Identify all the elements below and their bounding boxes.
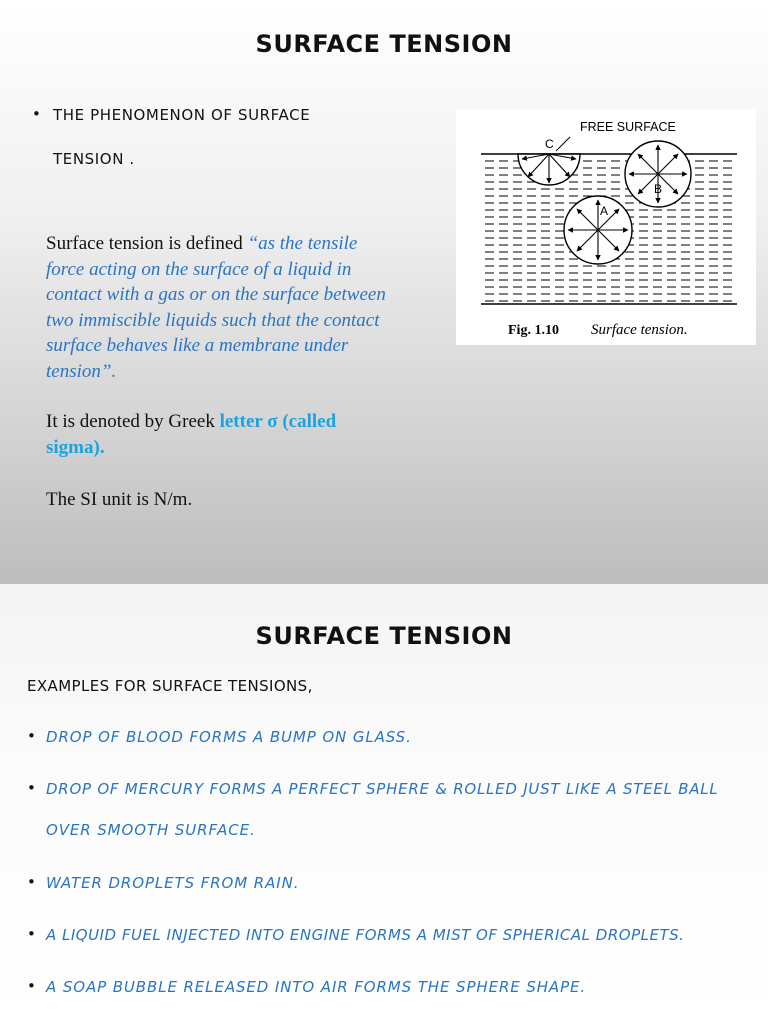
surface-tension-diagram: [456, 109, 756, 345]
figure-caption-number: Fig. 1.10: [508, 323, 559, 338]
phenomenon-bullet: THE PHENOMENON OF SURFACE: [53, 106, 311, 124]
si-unit-text: The SI unit is N/m.: [46, 489, 193, 510]
example-mercury-drop: DROP OF MERCURY FORMS A PERFECT SPHERE & ROLLED JUST LIKE A STEEL BALL: [46, 780, 719, 798]
bullet-marker: •: [27, 977, 36, 995]
denoted-line-1: [46, 409, 446, 435]
definition-paragraph: [46, 231, 446, 384]
example-mercury-drop-continued: OVER SMOOTH SURFACE.: [46, 821, 256, 839]
definition-line-3: contact with a gas or on the surface between: [46, 284, 386, 305]
definition-line-6: tension”.: [46, 360, 117, 382]
bullet-marker: •: [32, 105, 41, 123]
molecule-a-arrows: [568, 200, 628, 260]
definition-line-5: surface behaves like a membrane under: [46, 335, 349, 356]
definition-line-2: force acting on the surface of a liquid in: [46, 258, 352, 280]
label-c: C: [545, 137, 554, 151]
definition-lead: Surface tension is defined: [46, 233, 248, 254]
example-fuel-mist: A LIQUID FUEL INJECTED INTO ENGINE FORMS A MIST OF SPHERICAL DROPLETS.: [46, 926, 685, 944]
example-rain-droplets: WATER DROPLETS FROM RAIN.: [46, 874, 300, 892]
label-a: A: [600, 204, 609, 218]
denoted-lead: It is denoted by Greek: [46, 411, 220, 432]
free-surface-pointer: [556, 137, 570, 151]
definition-line-1: [46, 231, 446, 257]
slide-2-title: SURFACE TENSION: [255, 622, 513, 650]
bullet-marker: •: [27, 727, 36, 745]
definition-quote-start: “as the tensile: [247, 233, 358, 254]
sigma-highlight-1: letter σ (called: [219, 411, 337, 432]
sigma-highlight-2: sigma).: [46, 436, 105, 458]
bullet-marker: •: [27, 925, 36, 943]
free-surface-label: FREE SURFACE: [580, 120, 676, 134]
label-b: B: [654, 182, 663, 196]
phenomenon-bullet-continued: TENSION .: [53, 150, 135, 168]
bullet-marker: •: [27, 873, 36, 891]
examples-intro: EXAMPLES FOR SURFACE TENSIONS,: [27, 677, 313, 695]
surface-tension-figure: [456, 109, 756, 345]
bullet-marker: •: [27, 779, 36, 797]
slide-2: [0, 584, 768, 1024]
example-soap-bubble: A SOAP BUBBLE RELEASED INTO AIR FORMS THE SPHERE SHAPE.: [46, 978, 587, 996]
definition-line-4: two immiscible liquids such that the contact: [46, 309, 380, 331]
denoted-paragraph: [46, 409, 446, 460]
slide-1-title: SURFACE TENSION: [255, 30, 513, 58]
example-blood-drop: DROP OF BLOOD FORMS A BUMP ON GLASS.: [46, 728, 412, 746]
figure-caption-text: Surface tension.: [591, 322, 688, 338]
